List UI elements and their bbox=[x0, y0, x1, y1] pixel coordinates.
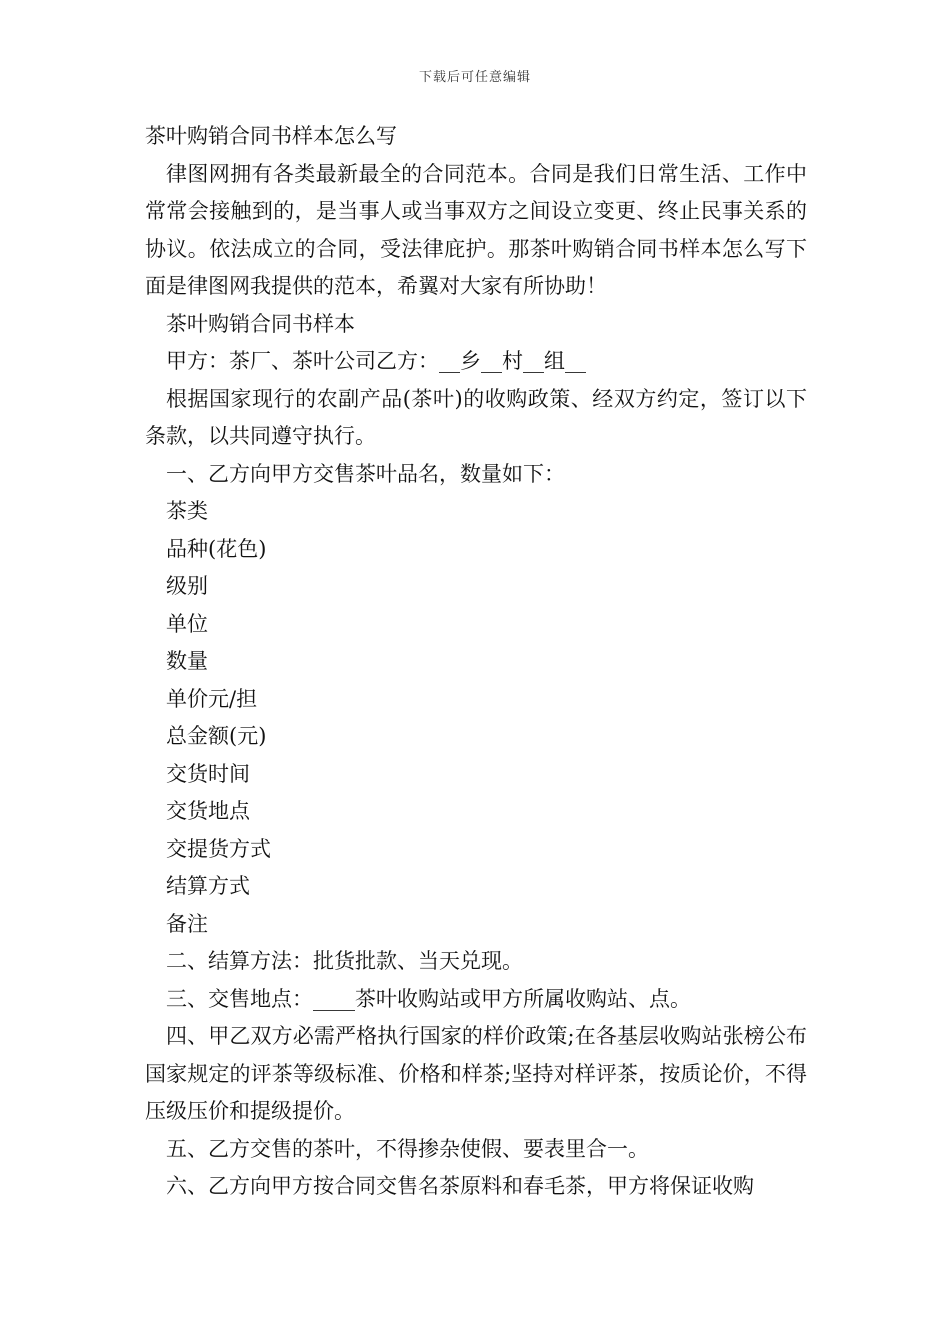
parties-line: 甲方：茶厂、茶叶公司乙方：__乡__村__组__ bbox=[166, 349, 586, 373]
field-item: 交提货方式 bbox=[166, 836, 271, 861]
document-subtitle: 茶叶购销合同书样本 bbox=[166, 311, 355, 336]
preamble-paragraph: 根据国家现行的农副产品(茶叶)的收购政策、经双方约定，签订以下条款，以共同遵守执行。 bbox=[145, 386, 807, 448]
field-item: 备注 bbox=[166, 911, 208, 936]
field-item: 单价元/担 bbox=[166, 686, 258, 711]
field-item: 单位 bbox=[166, 611, 208, 636]
field-item: 交货地点 bbox=[166, 799, 250, 823]
clause-2: 二、结算方法：批货批款、当天兑现。 bbox=[166, 949, 523, 973]
field-item: 数量 bbox=[166, 649, 208, 673]
header-note: 下载后可任意编辑 bbox=[418, 70, 531, 85]
field-item: 茶类 bbox=[166, 499, 208, 523]
clause-1: 一、乙方向甲方交售茶叶品名，数量如下： bbox=[166, 461, 565, 486]
document-title: 茶叶购销合同书样本怎么写 bbox=[145, 124, 397, 148]
clause-4: 四、甲乙双方必需严格执行国家的样价政策;在各基层收购站张榜公布国家规定的评茶等级标准、价格和样茶;坚持对样评茶，按质论价，不得压级压价和提级提价。 bbox=[145, 1024, 807, 1123]
field-item: 级别 bbox=[166, 574, 208, 598]
field-item: 结算方式 bbox=[166, 874, 250, 898]
clause-5: 五、乙方交售的茶叶，不得掺杂使假、要表里合一。 bbox=[166, 1136, 649, 1161]
document-body bbox=[145, 118, 807, 1206]
field-item: 交货时间 bbox=[166, 761, 250, 786]
clause-3: 三、交售地点：____茶叶收购站或甲方所属收购站、点。 bbox=[166, 986, 691, 1011]
field-item: 总金额(元) bbox=[166, 724, 267, 748]
field-item: 品种(花色) bbox=[166, 536, 267, 561]
clause-6: 六、乙方向甲方按合同交售名茶原料和春毛茶，甲方将保证收购 bbox=[166, 1174, 754, 1198]
intro-paragraph: 律图网拥有各类最新最全的合同范本。合同是我们日常生活、工作中常常会接触到的，是当事人或当事双方之间设立变更、终止民事关系的协议。依法成立的合同，受法律庇护。那茶叶购销合同书样本怎么写下面是律图网我提供的范本，希翼对大家有所协助！ bbox=[145, 161, 807, 298]
